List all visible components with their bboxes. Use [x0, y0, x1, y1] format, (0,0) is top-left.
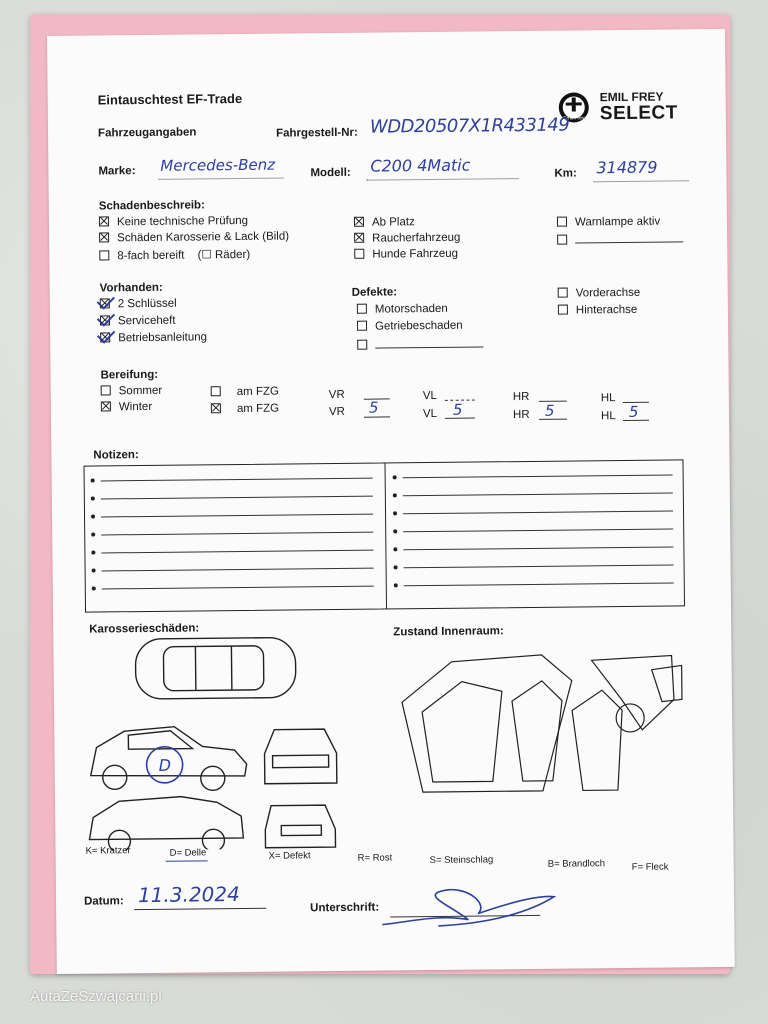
inspection-form [47, 29, 735, 974]
checkbox[interactable] [101, 385, 111, 395]
damage-mark-code: D [158, 755, 172, 775]
tire-summer-fzg[interactable]: am FZG [211, 386, 279, 399]
tire-winter-hr-value: 5 [544, 401, 555, 420]
checkbox[interactable] [99, 216, 109, 226]
tires-heading: Bereifung: [100, 368, 159, 382]
note-bullet [393, 529, 397, 533]
signature-label: Unterschrift: [310, 901, 380, 915]
checkbox[interactable] [211, 403, 221, 413]
note-line[interactable] [101, 478, 373, 482]
checkbox[interactable] [211, 386, 221, 396]
checkbox[interactable] [101, 401, 111, 411]
logo-brand: EMIL FREY [599, 89, 664, 105]
tire-winter-vr-line [364, 416, 390, 417]
legend-brandloch: B= Brandloch [547, 858, 606, 870]
note-bullet [393, 511, 397, 515]
checkbox[interactable] [558, 305, 568, 315]
make-label: Marke: [98, 165, 136, 178]
damage-item-raucher[interactable]: Raucherfahrzeug [354, 232, 460, 245]
tire-winter-vr-label: VR [328, 405, 345, 419]
defect-getriebe[interactable]: Getriebeschaden [357, 320, 463, 333]
car-front-view [264, 729, 337, 784]
damage-item-ab-platz[interactable]: Ab Platz [354, 216, 415, 229]
rear-seat [422, 681, 503, 782]
tire-winter-hr-line [539, 419, 567, 420]
tire-summer-hr-label: HR [512, 390, 530, 404]
note-line[interactable] [403, 474, 673, 478]
tire-winter-vr-value: 5 [368, 398, 379, 417]
car-diagram [83, 633, 355, 851]
note-bullet [393, 493, 397, 497]
km-line [594, 180, 689, 182]
front-seat-right [572, 690, 623, 791]
date-label: Datum: [84, 895, 124, 908]
make-value: Mercedes-Benz [160, 155, 276, 175]
note-line[interactable] [403, 528, 673, 532]
vehicle-heading: Fahrzeugangaben [97, 126, 197, 140]
km-label: Km: [554, 167, 577, 180]
tire-summer-vr-label: VR [328, 388, 345, 402]
tire-winter-hr-label: HR [512, 408, 530, 422]
steering-wheel [616, 704, 644, 732]
model-line [367, 178, 519, 181]
note-bullet [91, 479, 95, 483]
legend-delle: D= Delle [169, 847, 207, 859]
tire-winter-vl-value: 5 [452, 400, 463, 419]
model-value: C200 4Matic [370, 155, 471, 176]
note-bullet [91, 551, 95, 555]
tire-winter-fzg[interactable]: am FZG [211, 403, 279, 416]
damage-item-3[interactable]: 8-fach bereift (☐ Räder) [99, 247, 250, 263]
checkbox[interactable] [99, 250, 109, 260]
checkbox[interactable] [557, 235, 567, 245]
legend-kratzer: K= Kratzer [85, 845, 131, 857]
note-line[interactable] [101, 550, 373, 554]
checkbox[interactable] [558, 288, 568, 298]
tire-winter-vl-line [445, 418, 475, 419]
model-label: Modell: [310, 166, 351, 180]
car-rear-view [265, 805, 335, 848]
logo-sub: SELECT [599, 102, 678, 125]
tire-winter[interactable]: Winter [101, 401, 152, 414]
notes-divider [384, 463, 387, 608]
note-bullet [393, 475, 397, 479]
note-bullet [92, 569, 96, 573]
damage-heading: Schadenbeschreib: [98, 199, 205, 213]
checkbox[interactable] [354, 217, 364, 227]
vin-value: WDD20507X1R433149 [369, 114, 570, 138]
defect-hinterachse[interactable]: Hinterachse [558, 304, 637, 317]
interior-diagram [391, 639, 689, 812]
note-line[interactable] [102, 586, 374, 590]
note-line[interactable] [101, 532, 373, 536]
damage-item-warnlampe[interactable]: Warnlampe aktiv [557, 216, 660, 229]
legend-steinschlag: S= Steinschlag [429, 854, 494, 867]
checkbox[interactable] [100, 298, 110, 308]
damage-item-1[interactable]: Keine technische Prüfung [99, 215, 248, 229]
checkbox[interactable] [100, 315, 110, 325]
note-line[interactable] [403, 492, 673, 496]
note-line[interactable] [101, 496, 373, 500]
note-line[interactable] [403, 546, 673, 550]
body-damage-heading: Karosserieschäden: [89, 622, 200, 636]
form-title: Eintauschtest EF-Trade [97, 90, 243, 108]
note-line[interactable] [404, 582, 674, 586]
damage-item-hunde[interactable]: Hunde Fahrzeug [354, 248, 458, 261]
tire-summer-vl-label: VL [422, 389, 437, 403]
notes-table[interactable] [84, 459, 686, 612]
checkbox[interactable] [354, 249, 364, 259]
checkbox[interactable] [357, 321, 367, 331]
note-bullet [394, 583, 398, 587]
tire-winter-hl-line [623, 420, 649, 421]
km-value: 314879 [596, 157, 658, 178]
note-bullet [394, 565, 398, 569]
checkbox[interactable] [357, 304, 367, 314]
legend-defekt: X= Defekt [268, 850, 311, 862]
notes-heading: Notizen: [93, 449, 139, 462]
present-item-3[interactable]: Betriebsanleitung [100, 331, 207, 344]
tire-winter-hl-value: 5 [628, 402, 639, 421]
note-line[interactable] [101, 514, 373, 518]
date-value: 11.3.2024 [137, 882, 240, 908]
watermark: AutaZeSzwajcarii.pl [30, 988, 162, 1005]
legend-delle-underline [166, 860, 208, 861]
present-item-2[interactable]: Serviceheft [100, 315, 176, 328]
defect-vorderachse[interactable]: Vorderachse [558, 287, 641, 300]
date-line [134, 908, 266, 910]
note-bullet [393, 547, 397, 551]
legend-fleck: F= Fleck [631, 861, 669, 873]
legend-rost: R= Rost [357, 852, 393, 864]
tire-winter-vl-label: VL [422, 407, 438, 421]
note-bullet [92, 587, 96, 591]
note-bullet [91, 497, 95, 501]
present-heading: Vorhanden: [99, 281, 163, 295]
vin-label: Fahrgestell-Nr: [275, 126, 358, 140]
make-line [159, 178, 284, 180]
signature-scribble [378, 883, 559, 935]
checkbox[interactable] [557, 217, 567, 227]
svg-text:Emil Frey: Emil Frey [563, 115, 585, 122]
checkbox[interactable] [354, 233, 364, 243]
note-line[interactable] [404, 564, 674, 568]
defect-blank[interactable] [357, 336, 483, 351]
note-line[interactable] [403, 510, 673, 514]
checkbox[interactable] [100, 332, 110, 342]
note-bullet [91, 533, 95, 537]
note-bullet [91, 515, 95, 519]
tire-summer[interactable]: Sommer [101, 385, 163, 398]
checkbox[interactable] [357, 340, 367, 350]
tire-summer-hl-label: HL [600, 392, 616, 405]
defects-heading: Defekte: [351, 286, 398, 299]
defect-motor[interactable]: Motorschaden [357, 303, 448, 316]
checkbox[interactable] [99, 232, 109, 242]
interior-heading: Zustand Innenraum: [393, 625, 504, 639]
front-seat-left [512, 681, 563, 782]
present-item-1[interactable]: 2 Schlüssel [100, 298, 177, 311]
emil-frey-logo [556, 87, 678, 126]
damage-item-blank[interactable] [557, 231, 683, 246]
damage-item-2[interactable]: Schäden Karosserie & Lack (Bild) [99, 230, 289, 244]
note-line[interactable] [102, 568, 374, 572]
tire-winter-hl-label: HL [600, 410, 616, 423]
